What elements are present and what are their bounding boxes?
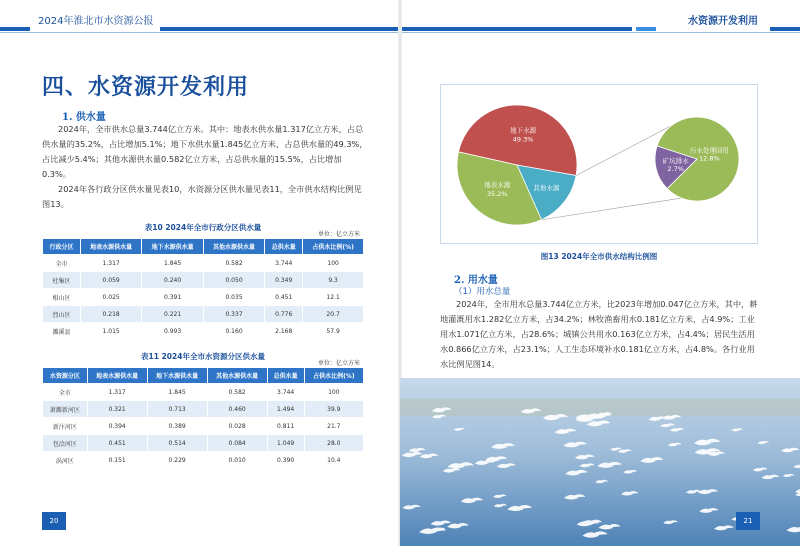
table11-header-cell: 地下水源供水量 [147, 368, 207, 384]
table11-header-cell: 总供水量 [267, 368, 304, 384]
header-bar-right-stub [770, 27, 800, 31]
table11-cell: 1.317 [87, 384, 147, 401]
table10 [42, 238, 364, 340]
table11-caption: 表11 2024年全市水资源分区供水量 [141, 352, 265, 361]
table10-unit: 单位：亿立方米 [318, 231, 361, 238]
pie-label-value-0: 49.3% [512, 135, 534, 144]
table11-unit: 单位：亿立方米 [318, 360, 361, 367]
supply-paragraph-2: 2024年各行政分区供水量见表10，水资源分区供水量见表11，全市供水结构比例见图13。 [42, 184, 362, 209]
header-right-title: 水资源开发利用 [688, 16, 758, 27]
header-bar-left-stub [0, 27, 30, 31]
table10-cell: 20.7 [303, 306, 364, 323]
table10-cell: 0.025 [80, 289, 141, 306]
table10-cell: 0.240 [142, 272, 203, 289]
table-row [43, 452, 364, 469]
table10-cell: 100 [303, 255, 364, 272]
table11-cell: 0.010 [207, 452, 267, 469]
table11 [42, 367, 364, 469]
table10-header-cell: 其他水源供水量 [203, 239, 264, 255]
header-right [400, 0, 800, 34]
table11-cell: 0.460 [207, 401, 267, 418]
usage-paragraph-1: 2024年，全市用水总量3.744亿立方米，比2023年增加0.047亿立方米，其中，耕地灌溉用水1.282亿立方米，占34.2%；林牧渔畜用水0.181亿立方米，占4.9%；工业用水1.071亿立方米，占28.6%；城镇公共用水0.163亿立方米，占4.4%；居民生活用水0.866亿立方米，占23.1%；人工生态环境补水0.181亿立方米，占4.8%。各行业用水比例见图14。 [440, 299, 758, 369]
table11-cell: 0.514 [147, 435, 207, 452]
header-left-title: 2024年淮北市水资源公报 [38, 16, 154, 27]
sub-pie-label-value-0: 12.8% [699, 154, 720, 163]
table10-cell: 12.1 [303, 289, 364, 306]
header-rule-right [402, 32, 800, 33]
table11-cell: 全市 [43, 384, 88, 401]
table10-header-cell: 行政分区 [43, 239, 81, 255]
figure13-svg [441, 85, 759, 245]
figure13-caption: 图13 2024年全市供水结构比例图 [540, 252, 658, 261]
table11-cell: 0.394 [87, 418, 147, 435]
table10-cell: 2.168 [265, 323, 303, 340]
table-row [43, 435, 364, 452]
table-row [43, 401, 364, 418]
table11-cell: 0.582 [207, 384, 267, 401]
table10-cell: 0.337 [203, 306, 264, 323]
table10-cell: 0.391 [142, 289, 203, 306]
table11-cell: 0.084 [207, 435, 267, 452]
table11-cell: 21.7 [304, 418, 363, 435]
table10-header-row [43, 239, 364, 255]
table11-header-cell: 水资源分区 [43, 368, 88, 384]
table-row [43, 418, 364, 435]
table10-cell: 杜集区 [43, 272, 81, 289]
table11-header-cell: 地表水源供水量 [87, 368, 147, 384]
table10-cell: 3.744 [265, 255, 303, 272]
table10-cell: 0.160 [203, 323, 264, 340]
header-left [0, 0, 400, 34]
table10-cell: 0.451 [265, 289, 303, 306]
table11-cell: 0.321 [87, 401, 147, 418]
table10-header-cell: 地下水源供水量 [142, 239, 203, 255]
table-row [43, 323, 364, 340]
table11-cell: 0.389 [147, 418, 207, 435]
table-row [43, 255, 364, 272]
table10-cell: 0.582 [203, 255, 264, 272]
figure13-chart [440, 84, 758, 244]
table11-cell: 10.4 [304, 452, 363, 469]
table11-cell: 萧濉新河区 [43, 401, 88, 418]
table10-cell: 1.015 [80, 323, 141, 340]
table11-cell: 1.049 [267, 435, 304, 452]
table11-cell: 39.9 [304, 401, 363, 418]
table11-cell: 0.713 [147, 401, 207, 418]
header-bar-left [160, 27, 398, 31]
table11-cell: 新汴河区 [43, 418, 88, 435]
table10-cell: 9.3 [303, 272, 364, 289]
usage-heading: 2. 用水量 [454, 275, 498, 286]
table-row [43, 289, 364, 306]
pie-label-name-0: 地下水源 [510, 126, 537, 135]
sub-pie-label-value-1: 2.7% [667, 165, 684, 174]
header-bar-right-dash [636, 27, 656, 31]
supply-heading: 1. 供水量 [62, 112, 106, 123]
table11-cell: 0.811 [267, 418, 304, 435]
table10-caption: 表10 2024年全市行政分区供水量 [144, 223, 262, 232]
table11-cell: 0.390 [267, 452, 304, 469]
table11-cell: 0.451 [87, 435, 147, 452]
table11-cell: 0.028 [207, 418, 267, 435]
section-title: 四、水资源开发利用 [42, 74, 250, 100]
supply-paragraph-1: 2024年，全市供水总量3.744亿立方米。其中：地表水供水量1.317亿立方米，占总供水量的35.2%，占比增加5.1%；地下水供水量1.845亿立方米，占总供水量的49.3%，占比减少5.4%；其他水源供水量0.582亿立方米，占总供水量的15.5%，占比增加0.3%。 [42, 124, 368, 179]
page-number-left: 20 [42, 512, 66, 530]
table11-cell: 涡河区 [43, 452, 88, 469]
page-number-right: 21 [736, 512, 760, 530]
table11-header-cell: 占供水比例(%) [304, 368, 363, 384]
table10-cell: 1.317 [80, 255, 141, 272]
sub-pie-label-name-0: 污水处理回用 [689, 146, 729, 155]
table10-cell: 0.218 [80, 306, 141, 323]
table11-header-cell: 其他水源供水量 [207, 368, 267, 384]
table10-cell: 濉溪县 [43, 323, 81, 340]
table10-cell: 烈山区 [43, 306, 81, 323]
table10-cell: 0.776 [265, 306, 303, 323]
table-row [43, 384, 364, 401]
table10-cell: 相山区 [43, 289, 81, 306]
table10-header-cell: 总供水量 [265, 239, 303, 255]
pie-label-name-1: 其他水源 [533, 183, 560, 192]
table11-cell: 0.229 [147, 452, 207, 469]
table-row [43, 272, 364, 289]
table10-header-cell: 地表水源供水量 [80, 239, 141, 255]
table11-cell: 1.845 [147, 384, 207, 401]
table11-header-row [43, 368, 364, 384]
table10-cell: 全市 [43, 255, 81, 272]
table10-cell: 0.993 [142, 323, 203, 340]
table10-cell: 57.9 [303, 323, 364, 340]
table10-cell: 1.845 [142, 255, 203, 272]
table11-cell: 0.151 [87, 452, 147, 469]
table11-cell: 包浍河区 [43, 435, 88, 452]
header-rule-left [0, 32, 398, 33]
table-row [43, 306, 364, 323]
pie-label-value-2: 35.2% [486, 190, 508, 199]
table10-cell: 0.035 [203, 289, 264, 306]
table10-cell: 0.349 [265, 272, 303, 289]
table11-cell: 1.494 [267, 401, 304, 418]
table10-cell: 0.050 [203, 272, 264, 289]
table10-cell: 0.221 [142, 306, 203, 323]
table11-cell: 3.744 [267, 384, 304, 401]
table11-cell: 100 [304, 384, 363, 401]
sub-pie-label-name-1: 矿坑排水 [662, 157, 689, 166]
usage-subheading: （1）用水总量 [454, 287, 511, 297]
pie-label-name-2: 地表水源 [484, 181, 511, 190]
header-bar-right [402, 27, 632, 31]
table10-header-cell: 占供水比例(%) [303, 239, 364, 255]
table10-cell: 0.059 [80, 272, 141, 289]
table11-cell: 28.0 [304, 435, 363, 452]
